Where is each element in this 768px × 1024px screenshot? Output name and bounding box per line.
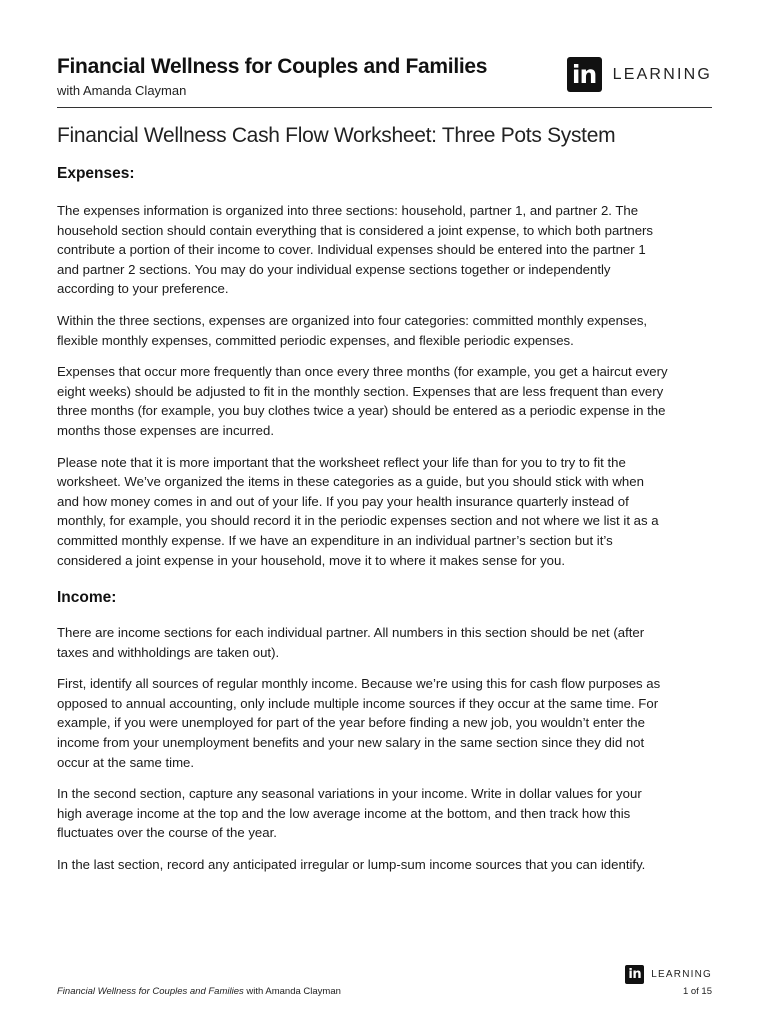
footer-logo [625, 965, 712, 984]
linkedin-learning-logo [567, 57, 712, 92]
income-paragraph: There are income sections for each individual partner. All numbers in this section should be net (after taxes and withholdings are taken out). [57, 625, 645, 660]
linkedin-icon: in [625, 965, 644, 984]
document-title: Financial Wellness Cash Flow Worksheet: Three Pots System [57, 124, 616, 147]
footer-course-credit [57, 986, 341, 997]
income-paragraph: In the second section, capture any seasonal variations in your income. Write in dollar values for your high average income at the top and the low average income at the bottom, and then track how this fluctuates over the course of the year. [57, 786, 642, 841]
footer-instructor: with Amanda Clayman [243, 986, 341, 997]
page-number: 1 of 15 [682, 986, 712, 997]
document-page [57, 0, 712, 1024]
income-heading: Income: [57, 589, 117, 607]
logo-wordmark: LEARNING [612, 65, 712, 83]
income-paragraph: In the last section, record any anticipated irregular or lump-sum income sources that you can identify. [57, 857, 646, 873]
expenses-heading: Expenses: [57, 165, 135, 182]
header-divider [57, 107, 712, 108]
footer-course-title: Financial Wellness for Couples and Families [57, 986, 244, 997]
linkedin-icon: in [567, 57, 602, 92]
expenses-paragraph: Expenses that occur more frequently than once every three months (for example, you get a haircut every eight weeks) should be adjusted to fit in the monthly section. Expenses that are less frequent than every three months (for example, you buy clothes twice a year) should be entered as a periodic expense in the months those expenses are incurred. [57, 364, 668, 438]
page-header [57, 52, 712, 108]
income-paragraph: First, identify all sources of regular monthly income. Because we’re using this for cash flow purposes as opposed to annual accounting, only include multiple income sources if they occur at the same time. For example, if you were unemployed for part of the year before finding a new job, you wouldn’t enter the income from your unemployment benefits and your new salary in the same section since they did not occur at the same time. [57, 676, 661, 770]
expenses-paragraph: The expenses information is organized into three sections: household, partner 1, and partner 2. The household section should contain everything that is considered a joint expense, to which both partners contribute a portion of their income to cover. Individual expenses should be entered into the partner 1 and partner 2 sections. You may do your individual expense sections together or independently according to your preference. [57, 203, 654, 297]
course-subtitle: with Amanda Clayman [57, 83, 187, 98]
expenses-paragraph: Within the three sections, expenses are organized into four categories: committed monthly expenses, flexible monthly expenses, committed periodic expenses, and flexible periodic expenses. [57, 312, 648, 348]
footer-logo-wordmark: LEARNING [651, 969, 712, 980]
course-title: Financial Wellness for Couples and Families [57, 55, 488, 78]
document-body [57, 161, 669, 875]
expenses-paragraph: Please note that it is more important that the worksheet reflect your life than for you to try to fit the worksheet. We’ve organized the items in these categories as a guide, but you should stick with when and how money comes in and out of your life. If you pay your health insurance quarterly instead of monthly, for example, you should record it in the periodic expenses section and not where we list it as a committed monthly expense. If we have an expenditure in an individual partner’s section but it’s considered a joint expense in your household, move it to where it makes sense for you. [57, 454, 659, 568]
